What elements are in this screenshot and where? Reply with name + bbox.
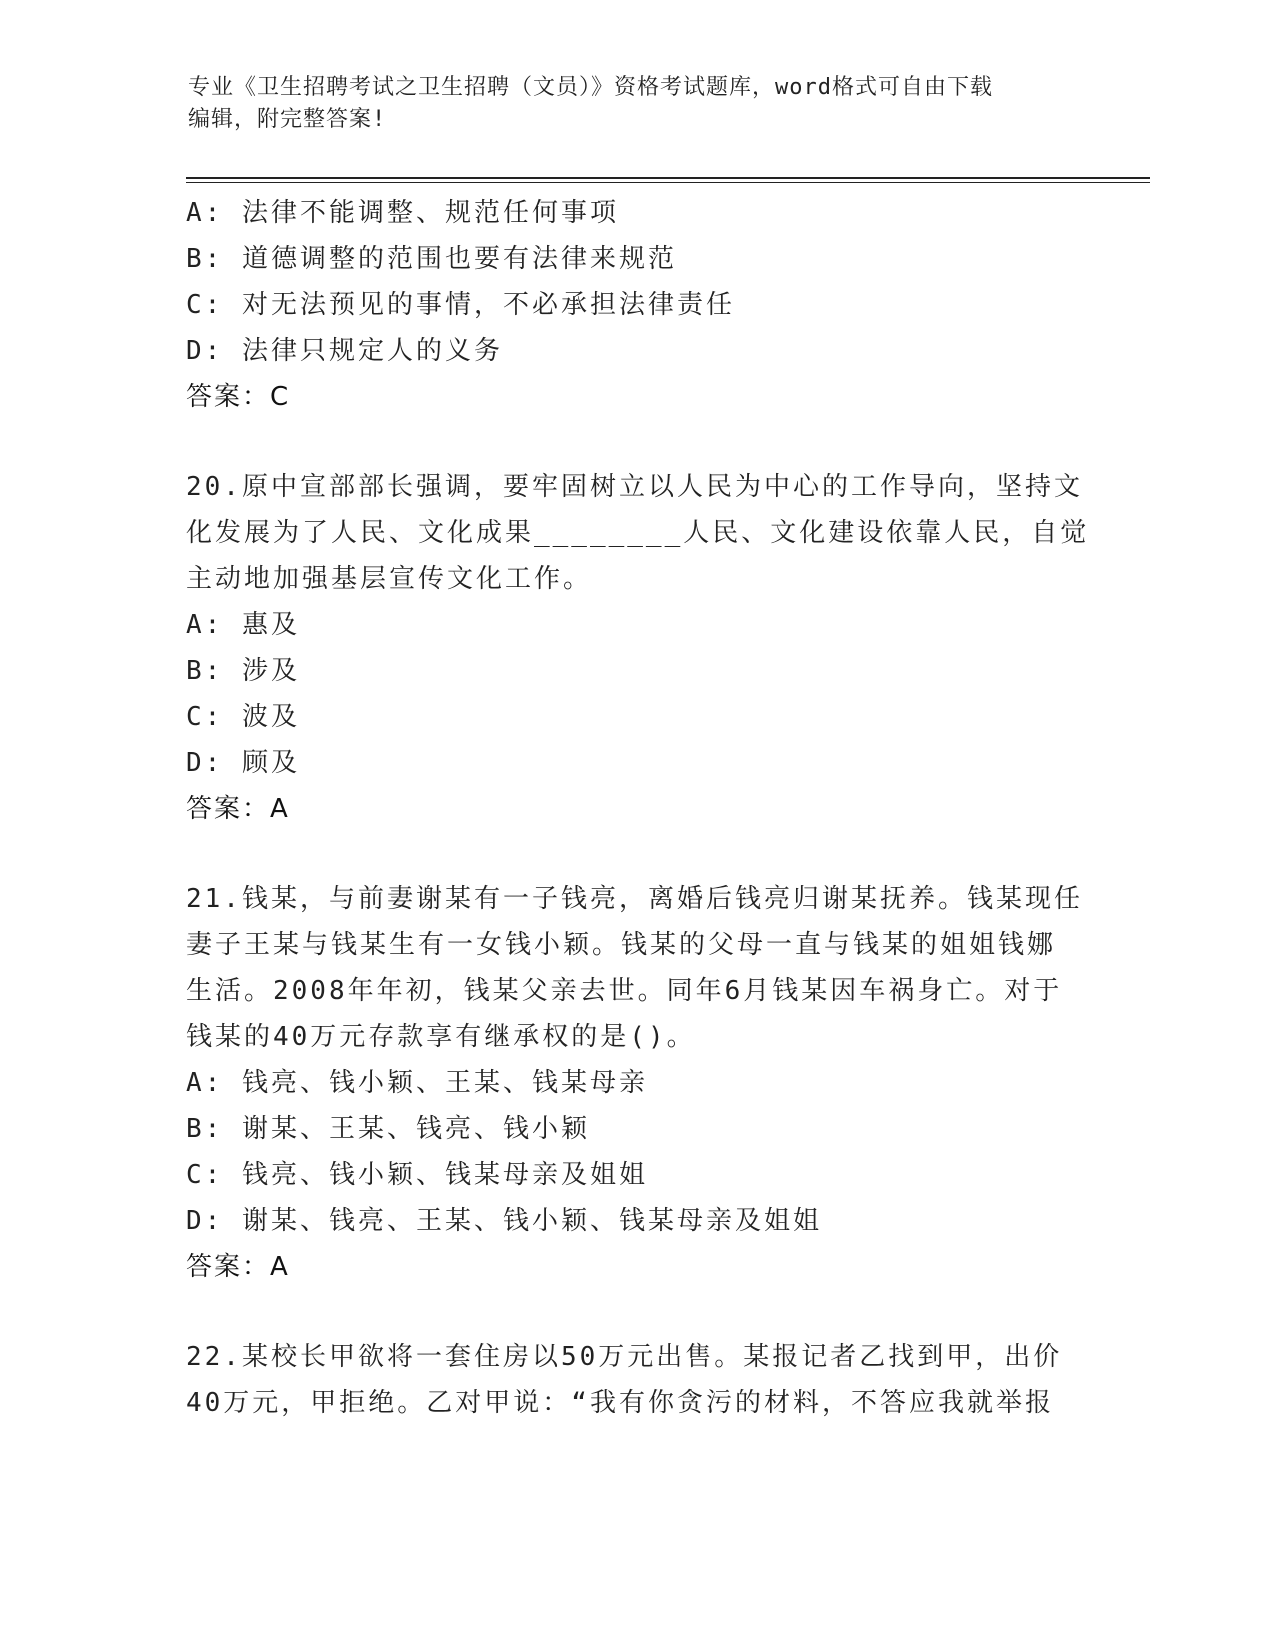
spacer — [186, 1290, 1086, 1334]
option-b: B: 道德调整的范围也要有法律来规范 — [186, 244, 677, 274]
option-b: B: 谢某、王某、钱亮、钱小颖 — [186, 1114, 590, 1144]
option-c: C: 钱亮、钱小颖、钱某母亲及姐姐 — [186, 1160, 648, 1190]
question-stem-line: 化发展为了人民、文化成果________人民、文化建设依靠人民，自觉 — [186, 518, 1090, 548]
question-19 — [186, 190, 1086, 420]
answer-line: 答案：A — [186, 794, 290, 824]
header-divider-thin — [186, 182, 1150, 183]
option-d: D: 顾及 — [186, 748, 300, 778]
option-a: A: 惠及 — [186, 610, 300, 640]
question-stem-line: 40万元，甲拒绝。乙对甲说：“我有你贪污的材料，不答应我就举报 — [186, 1388, 1054, 1418]
option-b: B: 涉及 — [186, 656, 300, 686]
question-stem-line: 22.某校长甲欲将一套住房以50万元出售。某报记者乙找到甲，出价 — [186, 1342, 1063, 1372]
header-line-2: 编辑，附完整答案! — [188, 107, 387, 132]
question-stem-line: 20.原中宣部部长强调，要牢固树立以人民为中心的工作导向，坚持文 — [186, 472, 1083, 502]
header-divider-thick — [186, 177, 1150, 179]
option-d: D: 谢某、钱亮、王某、钱小颖、钱某母亲及姐姐 — [186, 1206, 822, 1236]
question-stem-line: 生活。2008年年初，钱某父亲去世。同年6月钱某因车祸身亡。对于 — [186, 976, 1063, 1006]
question-21 — [186, 876, 1086, 1290]
document-header — [188, 72, 1068, 136]
spacer — [186, 832, 1086, 876]
question-list — [186, 190, 1090, 1426]
question-stem-line: 21.钱某，与前妻谢某有一子钱亮，离婚后钱亮归谢某抚养。钱某现任 — [186, 884, 1083, 914]
question-stem-line: 妻子王某与钱某生有一女钱小颖。钱某的父母一直与钱某的姐姐钱娜 — [186, 930, 1057, 960]
answer-line: 答案：C — [186, 382, 291, 412]
spacer — [186, 420, 1086, 464]
option-d: D: 法律只规定人的义务 — [186, 336, 503, 366]
question-22 — [186, 1334, 1086, 1426]
header-line-1: 专业《卫生招聘考试之卫生招聘（文员）》资格考试题库，word格式可自由下载 — [188, 75, 993, 100]
option-c: C: 对无法预见的事情，不必承担法律责任 — [186, 290, 735, 320]
question-20 — [186, 464, 1090, 832]
option-c: C: 波及 — [186, 702, 300, 732]
option-a: A: 钱亮、钱小颖、王某、钱某母亲 — [186, 1068, 648, 1098]
question-stem-line: 钱某的40万元存款享有继承权的是()。 — [186, 1022, 696, 1052]
question-stem-line: 主动地加强基层宣传文化工作。 — [186, 564, 593, 594]
option-a: A: 法律不能调整、规范任何事项 — [186, 198, 619, 228]
answer-line: 答案：A — [186, 1252, 290, 1282]
